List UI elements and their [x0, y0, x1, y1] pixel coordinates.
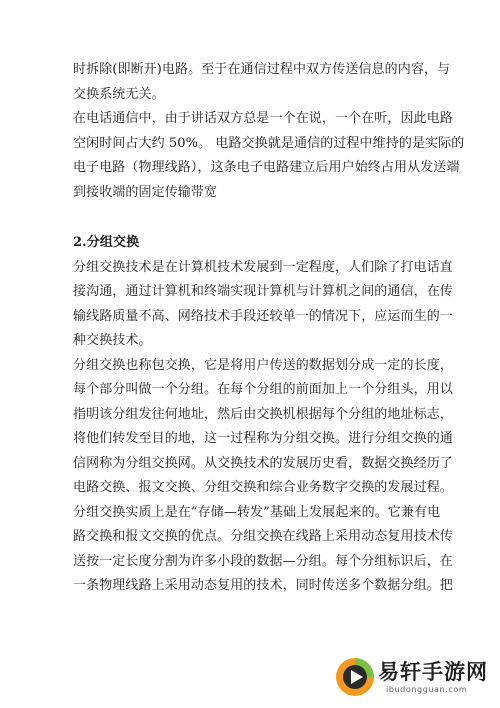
section-heading: 2.分组交换 — [73, 235, 140, 250]
paragraph-1 — [73, 58, 451, 107]
text-line: 一条物理线路上采用动态复用的技术，同时传送多个数据分组。把 — [73, 578, 453, 593]
site-watermark — [334, 654, 494, 702]
watermark-url: ibudongguan.com — [386, 685, 468, 694]
text-line: 每个部分叫做一个分组。在每个分组的前面加上一个分组头，用以 — [73, 382, 453, 397]
text-line: 电子电路（物理线路），这条电子电路建立后用户始终占用从发送端 — [73, 160, 460, 175]
text-line: 送按一定长度分割为许多小段的数据—分组。每个分组标识后，在 — [73, 553, 453, 569]
text-line: 接沟通，通过计算机和终端实现计算机与计算机之间的通信，在传 — [73, 284, 453, 299]
paragraph-2 — [73, 107, 465, 205]
text-line: 输线路质量不高、网络技术手段还较单一的情况下，应运而生的一 — [73, 308, 453, 324]
text-line: 分组交换技术是在计算机技术发展到一定程度，人们除了打电话直 — [73, 259, 453, 275]
text-line: 在电话通信中，由于讲话双方总是一个在说，一个在听，因此电路 — [73, 111, 453, 126]
document-body — [73, 58, 465, 599]
text-line: 电路交换、报文交换、分组交换和综合业务数字交换的发展过程。 — [73, 480, 453, 495]
paragraph-5 — [73, 501, 453, 599]
text-line: 将他们转发至目的地，这一过程称为分组交换。进行分组交换的通 — [73, 431, 453, 446]
text-line: 路交换和报文交换的优点。分组交换在线路上采用动态复用技术传 — [73, 529, 453, 544]
text-line: 空闲时间占大约 50%。 电路交换就是通信的过程中维持的是实际的 — [73, 135, 465, 151]
text-line: 分组交换实质上是在“存储—转发”基础上发展起来的。它兼有电 — [73, 504, 441, 520]
text-line: 分组交换也称包交换，它是将用户传送的数据划分成一定的长度， — [73, 357, 453, 373]
paragraph-3 — [73, 256, 453, 354]
text-line: 种交换技术。 — [73, 333, 152, 348]
paragraph-4 — [73, 354, 453, 501]
watermark-title: 易轩手游网 — [378, 660, 488, 684]
text-line: 时拆除(即断开)电路。至于在通信过程中双方传送信息的内容，与 — [73, 62, 451, 77]
text-line: 指明该分组发往何地址，然后由交换机根据每个分组的地址标志， — [73, 406, 453, 422]
play-badge-icon — [334, 656, 376, 698]
paragraph-gap — [73, 205, 433, 231]
text-line: 到接收端的固定传输带宽 — [73, 184, 218, 200]
text-line: 信网称为分组交换网。从交换技术的发展历史看，数据交换经历了 — [73, 455, 453, 471]
text-line: 交换系统无关。 — [73, 86, 165, 102]
